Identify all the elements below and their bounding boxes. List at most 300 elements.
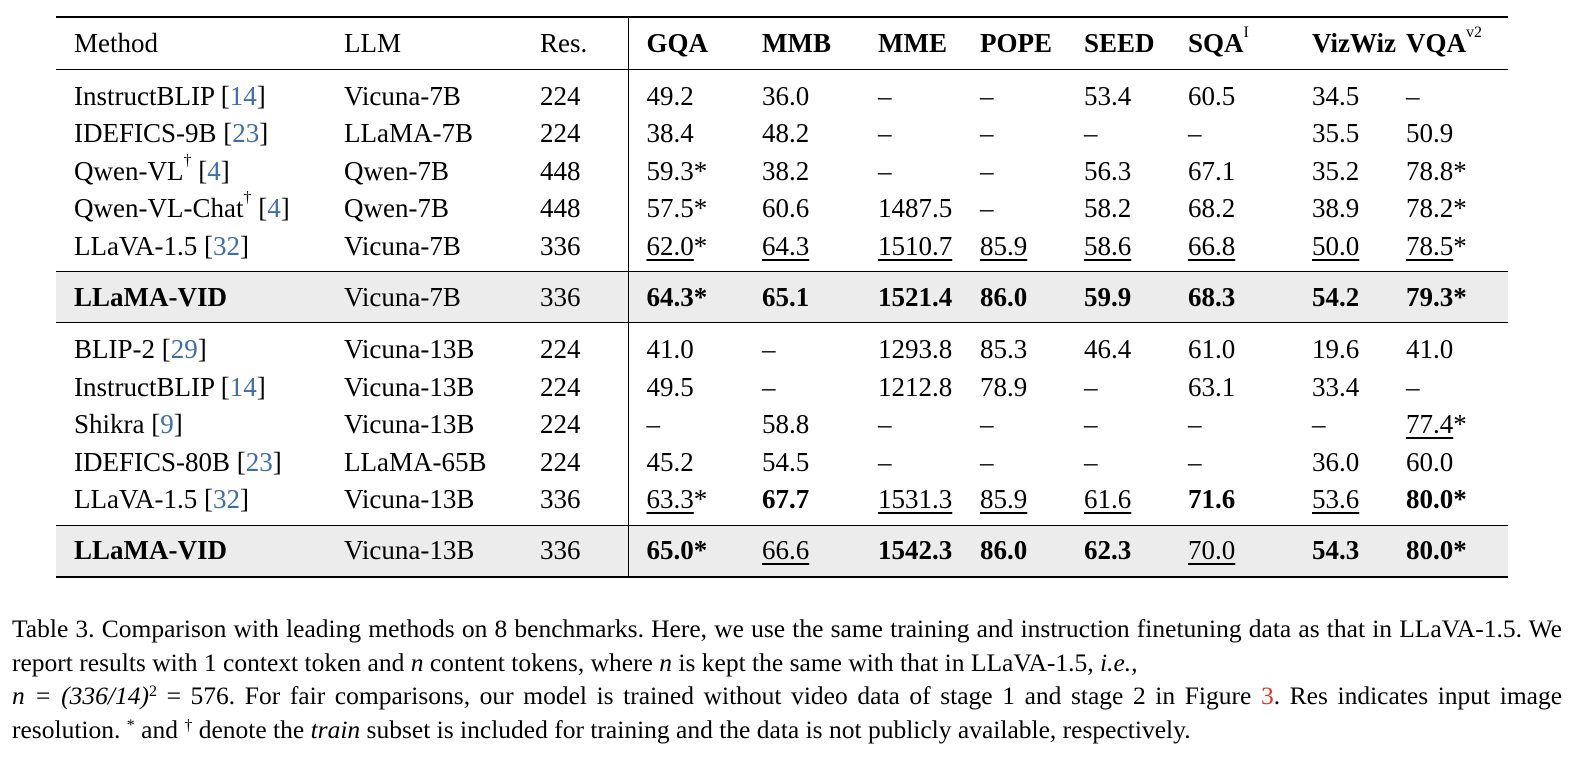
mme-cell: [860, 525, 970, 577]
vqa-cell: [1402, 228, 1508, 272]
mme-cell: [860, 190, 970, 228]
seed-cell: [1076, 444, 1178, 482]
header-mmb: MMB: [762, 27, 831, 58]
citation-link[interactable]: 14: [229, 371, 257, 402]
mme-value: 1521.4: [878, 281, 953, 312]
vqa-cell: [1402, 69, 1508, 115]
pope-cell: [970, 369, 1076, 407]
gqa-star: *: [693, 484, 708, 515]
caption-text-1: Comparison with leading methods on 8 benchmarks. Here, we use the same training and instruction finetuning data as that in LLaVA-1.5. We report results with 1 context token and: [12, 614, 1562, 677]
res-cell: 224: [534, 115, 628, 153]
sqa-value: 70.0: [1188, 535, 1236, 565]
caption-train-word: train: [310, 714, 361, 744]
pope-value: –: [980, 446, 994, 477]
vizwiz-value: –: [1312, 409, 1326, 440]
mmb-cell: [744, 406, 860, 444]
pope-value: 85.3: [980, 334, 1028, 365]
gqa-value: 45.2: [646, 446, 694, 477]
mmb-cell: [744, 153, 860, 191]
mmb-value: 36.0: [762, 80, 810, 111]
vizwiz-value: 35.5: [1312, 118, 1360, 149]
header-seed: SEED: [1084, 27, 1155, 58]
sqa-value: 67.1: [1188, 155, 1236, 186]
sqa-cell: [1178, 272, 1294, 323]
table-row: [56, 190, 1508, 228]
pope-cell: [970, 444, 1076, 482]
gqa-cell: [628, 272, 744, 323]
citation-link[interactable]: 9: [160, 409, 174, 440]
mmb-value: 66.6: [762, 535, 810, 565]
table-row: [56, 444, 1508, 482]
method-cell: [56, 272, 344, 323]
llm-cell: Vicuna-13B: [344, 371, 475, 402]
header-sqa: [1178, 17, 1294, 69]
header-vqa-sup: v2: [1466, 23, 1482, 41]
sqa-cell: [1178, 115, 1294, 153]
method-name: Shikra: [74, 409, 145, 440]
gqa-value: 49.2: [646, 80, 694, 111]
mmb-value: 48.2: [762, 118, 810, 149]
sqa-cell: [1178, 69, 1294, 115]
vizwiz-cell: [1294, 323, 1402, 369]
sqa-value: 61.0: [1188, 334, 1236, 365]
llm-cell: Vicuna-7B: [344, 272, 534, 323]
vizwiz-value: 50.0: [1312, 230, 1360, 261]
seed-cell: [1076, 481, 1178, 525]
vizwiz-value: 54.3: [1312, 535, 1360, 565]
llm-cell: Qwen-7B: [344, 155, 449, 186]
caption-text-3: is kept the same with that in LLaVA-1.5,: [678, 647, 1094, 677]
vizwiz-value: 38.9: [1312, 193, 1360, 224]
caption-figure-link[interactable]: 3: [1260, 681, 1274, 710]
caption-var-n2: n: [659, 647, 673, 677]
caption-var-n1: n: [410, 647, 424, 677]
mme-value: 1293.8: [878, 334, 953, 365]
sqa-cell: [1178, 444, 1294, 482]
vizwiz-cell: [1294, 228, 1402, 272]
method-cell: LLaVA-1.5 [32]: [74, 230, 249, 261]
vqa-cell: [1402, 323, 1508, 369]
mmb-cell: [744, 228, 860, 272]
vizwiz-value: 54.2: [1312, 281, 1360, 312]
mmb-value: 58.8: [762, 409, 810, 440]
sqa-value: 66.8: [1188, 230, 1236, 261]
res-cell: 224: [534, 323, 628, 369]
pope-cell: [970, 323, 1076, 369]
pope-cell: [970, 115, 1076, 153]
pope-cell: [970, 228, 1076, 272]
header-sqa-label: SQA: [1188, 27, 1244, 58]
seed-value: 53.4: [1084, 80, 1132, 111]
citation-link[interactable]: 32: [212, 230, 240, 261]
vizwiz-value: 53.6: [1312, 484, 1360, 515]
vizwiz-cell: [1294, 190, 1402, 228]
pope-cell: [970, 481, 1076, 525]
method-name: Qwen-VL-Chat: [74, 193, 244, 224]
pope-value: 86.0: [980, 535, 1028, 565]
vizwiz-value: 35.2: [1312, 155, 1360, 186]
mme-value: –: [878, 409, 892, 440]
vqa-value: 80.0: [1406, 535, 1454, 565]
mme-cell: [860, 444, 970, 482]
llm-cell: Vicuna-7B: [344, 80, 461, 111]
mmb-value: –: [762, 334, 776, 365]
table-row: [56, 272, 1508, 323]
vizwiz-cell: [1294, 115, 1402, 153]
vqa-star: *: [1453, 281, 1467, 312]
caption-ie: i.e.,: [1100, 647, 1138, 677]
caption-equation-end: = 576.: [166, 681, 236, 710]
method-cell: InstructBLIP [14]: [74, 371, 266, 402]
method-name: IDEFICS-80B: [74, 446, 231, 477]
citation-link[interactable]: 4: [207, 155, 221, 186]
gqa-cell: [628, 115, 744, 153]
seed-cell: [1076, 406, 1178, 444]
sqa-value: –: [1188, 409, 1202, 440]
pope-cell: [970, 153, 1076, 191]
res-cell: 224: [534, 444, 628, 482]
vqa-star: *: [1453, 535, 1467, 565]
citation-link[interactable]: 32: [212, 484, 240, 515]
seed-cell: [1076, 190, 1178, 228]
table-row: [56, 115, 1508, 153]
seed-value: 58.6: [1084, 230, 1132, 261]
gqa-star: *: [693, 155, 708, 186]
vizwiz-cell: [1294, 369, 1402, 407]
mme-value: 1212.8: [878, 371, 953, 402]
caption-text-6: and: [141, 714, 178, 744]
mme-cell: [860, 481, 970, 525]
res-cell: 224: [534, 69, 628, 115]
pope-value: 78.9: [980, 371, 1028, 402]
mme-cell: [860, 406, 970, 444]
pope-value: –: [980, 80, 994, 111]
mmb-cell: [744, 115, 860, 153]
caption-equation-sup: 2: [148, 683, 157, 700]
header-sqa-sup: I: [1243, 23, 1249, 41]
vqa-cell: [1402, 481, 1508, 525]
sqa-cell: [1178, 525, 1294, 577]
vqa-cell: [1402, 406, 1508, 444]
caption-text-7: denote the: [198, 714, 305, 744]
citation-link[interactable]: 14: [229, 80, 257, 111]
gqa-value: 63.3: [646, 484, 694, 515]
caption-star-symbol: *: [126, 716, 135, 734]
vizwiz-cell: [1294, 444, 1402, 482]
mmb-cell: [744, 369, 860, 407]
vqa-star: *: [1453, 409, 1467, 440]
pope-value: –: [980, 409, 994, 440]
citation-link[interactable]: 23: [232, 118, 260, 149]
gqa-cell: [628, 525, 744, 577]
mmb-cell: [744, 481, 860, 525]
pope-cell: [970, 190, 1076, 228]
res-cell: 224: [534, 369, 628, 407]
header-row: [56, 17, 1508, 69]
vizwiz-value: 19.6: [1312, 334, 1360, 365]
method-name: BLIP-2: [74, 334, 155, 365]
vqa-cell: [1402, 190, 1508, 228]
llm-cell: LLaMA-7B: [344, 118, 473, 149]
llm-cell: Vicuna-13B: [344, 334, 475, 365]
table-row: [56, 153, 1508, 191]
mmb-value: 67.7: [762, 484, 810, 515]
header-pope: POPE: [980, 27, 1052, 58]
table-row: [56, 369, 1508, 407]
seed-value: –: [1084, 446, 1098, 477]
method-name: Qwen-VL: [74, 155, 184, 186]
mme-value: 1531.3: [878, 484, 953, 515]
vizwiz-cell: [1294, 406, 1402, 444]
caption-text-8: subset is included for training and the data is not publicly available, respectively.: [366, 714, 1191, 744]
res-cell: 336: [534, 272, 628, 323]
method-cell: IDEFICS-80B [23]: [74, 446, 282, 477]
gqa-cell: [628, 69, 744, 115]
seed-value: 61.6: [1084, 484, 1132, 515]
vqa-value: 78.2: [1406, 193, 1454, 224]
res-cell: 224: [534, 406, 628, 444]
seed-cell: [1076, 272, 1178, 323]
vizwiz-value: 36.0: [1312, 446, 1360, 477]
vqa-value: –: [1406, 80, 1420, 111]
citation-link[interactable]: 4: [267, 193, 281, 224]
header-method: Method: [74, 27, 158, 58]
pope-value: –: [980, 118, 994, 149]
gqa-value: 41.0: [646, 334, 694, 365]
vqa-value: 77.4: [1406, 409, 1454, 440]
gqa-star: *: [693, 230, 708, 261]
caption-text-2: content tokens, where: [429, 647, 653, 677]
vqa-value: 78.5: [1406, 230, 1454, 261]
seed-value: –: [1084, 118, 1098, 149]
res-cell: 448: [534, 153, 628, 191]
method-cell: Qwen-VL-Chat† [4]: [74, 189, 290, 224]
method-name: IDEFICS-9B: [74, 118, 217, 149]
pope-value: –: [980, 155, 994, 186]
header-res: [534, 17, 628, 69]
mmb-cell: [744, 525, 860, 577]
vizwiz-cell: [1294, 481, 1402, 525]
mme-value: –: [878, 80, 892, 111]
mmb-value: 64.3: [762, 230, 810, 261]
gqa-value: 49.5: [646, 371, 694, 402]
pope-value: 85.9: [980, 230, 1028, 261]
mme-cell: [860, 272, 970, 323]
method-name: InstructBLIP: [74, 80, 214, 111]
gqa-star: *: [693, 193, 708, 224]
llm-cell: Vicuna-13B: [344, 525, 534, 577]
vqa-cell: [1402, 444, 1508, 482]
gqa-cell: [628, 153, 744, 191]
gqa-cell: [628, 444, 744, 482]
mmb-cell: [744, 190, 860, 228]
mme-cell: [860, 153, 970, 191]
vqa-star: *: [1453, 484, 1467, 515]
mmb-value: 60.6: [762, 193, 810, 224]
gqa-value: 64.3: [646, 281, 694, 312]
gqa-cell: [628, 481, 744, 525]
sqa-cell: [1178, 153, 1294, 191]
header-vqa: [1402, 17, 1508, 69]
mme-value: –: [878, 118, 892, 149]
method-name: InstructBLIP: [74, 371, 214, 402]
mmb-value: 65.1: [762, 281, 810, 312]
table-row: [56, 228, 1508, 272]
pope-value: –: [980, 193, 994, 224]
sqa-cell: [1178, 369, 1294, 407]
sqa-cell: [1178, 228, 1294, 272]
citation-link[interactable]: 23: [245, 446, 273, 477]
header-mme: MME: [878, 27, 947, 58]
method-cell: InstructBLIP [14]: [74, 80, 266, 111]
vqa-value: –: [1406, 371, 1420, 402]
method-name: LLaVA-1.5: [74, 484, 198, 515]
mmb-value: 54.5: [762, 446, 810, 477]
seed-cell: [1076, 69, 1178, 115]
vqa-star: *: [1453, 155, 1467, 186]
llm-cell: Vicuna-13B: [344, 409, 475, 440]
vqa-cell: [1402, 272, 1508, 323]
header-gqa: GQA: [646, 27, 709, 58]
results-table: [56, 16, 1508, 578]
sqa-value: 71.6: [1188, 484, 1236, 515]
gqa-cell: [628, 323, 744, 369]
mmb-cell: [744, 444, 860, 482]
seed-value: 58.2: [1084, 193, 1132, 224]
gqa-cell: [628, 369, 744, 407]
sqa-cell: [1178, 323, 1294, 369]
vizwiz-cell: [1294, 69, 1402, 115]
gqa-value: 38.4: [646, 118, 694, 149]
sqa-cell: [1178, 190, 1294, 228]
sqa-value: 60.5: [1188, 80, 1236, 111]
seed-value: 56.3: [1084, 155, 1132, 186]
vizwiz-cell: [1294, 153, 1402, 191]
mme-value: 1510.7: [878, 230, 953, 261]
vizwiz-value: 34.5: [1312, 80, 1360, 111]
seed-cell: [1076, 153, 1178, 191]
res-cell: 448: [534, 190, 628, 228]
vizwiz-cell: [1294, 272, 1402, 323]
seed-value: 62.3: [1084, 535, 1132, 565]
pope-value: 85.9: [980, 484, 1028, 515]
mme-value: –: [878, 155, 892, 186]
vqa-cell: [1402, 115, 1508, 153]
sqa-value: –: [1188, 118, 1202, 149]
pope-value: 86.0: [980, 281, 1028, 312]
mmb-value: –: [762, 371, 776, 402]
mme-value: 1542.3: [878, 535, 953, 565]
vqa-value: 50.9: [1406, 118, 1454, 149]
vizwiz-cell: [1294, 525, 1402, 577]
method-name: LLaMA-VID: [74, 535, 227, 565]
mmb-cell: [744, 272, 860, 323]
caption-equation: n = (336/14): [12, 681, 149, 710]
results-table-body: [56, 69, 1508, 577]
method-cell: Qwen-VL† [4]: [74, 151, 230, 186]
gqa-cell: [628, 406, 744, 444]
dagger-mark: †: [183, 151, 192, 169]
llm-cell: LLaMA-65B: [344, 446, 487, 477]
table-row: [56, 525, 1508, 577]
seed-cell: [1076, 369, 1178, 407]
caption-dagger-symbol: †: [184, 716, 193, 734]
res-cell: 336: [534, 525, 628, 577]
header-vizwiz: VizWiz: [1312, 27, 1396, 58]
table-row: [56, 481, 1508, 525]
vqa-cell: [1402, 525, 1508, 577]
gqa-value: 57.5: [646, 193, 694, 224]
vqa-cell: [1402, 369, 1508, 407]
sqa-cell: [1178, 481, 1294, 525]
mme-value: 1487.5: [878, 193, 953, 224]
vqa-star: *: [1453, 230, 1467, 261]
gqa-value: 65.0: [646, 535, 694, 565]
sqa-value: 63.1: [1188, 371, 1236, 402]
seed-value: 46.4: [1084, 334, 1132, 365]
vqa-star: *: [1453, 193, 1467, 224]
res-cell: 336: [534, 481, 628, 525]
llm-cell: Vicuna-13B: [344, 484, 475, 515]
caption-text-4: For fair comparisons, our model is trained without video data of stage 1 and stage 2 in Figure: [244, 681, 1252, 710]
method-cell: [56, 525, 344, 577]
pope-cell: [970, 406, 1076, 444]
results-table-container: [56, 16, 1508, 578]
method-cell: IDEFICS-9B [23]: [74, 118, 269, 149]
table-row: [56, 406, 1508, 444]
vqa-value: 41.0: [1406, 334, 1454, 365]
caption-label: Table 3.: [12, 614, 95, 643]
llm-cell: Qwen-7B: [344, 193, 449, 224]
vqa-value: 79.3: [1406, 281, 1454, 312]
mmb-cell: [744, 323, 860, 369]
sqa-value: 68.2: [1188, 193, 1236, 224]
seed-value: –: [1084, 409, 1098, 440]
caption-text-5: . Res indicates input image resolution.: [12, 681, 1563, 744]
citation-link[interactable]: 29: [170, 334, 198, 365]
seed-value: 59.9: [1084, 281, 1132, 312]
gqa-value: –: [646, 409, 660, 440]
res-cell: 336: [534, 228, 628, 272]
gqa-value: 62.0: [646, 230, 694, 261]
method-name: LLaVA-1.5: [74, 230, 198, 261]
seed-cell: [1076, 525, 1178, 577]
gqa-cell: [628, 190, 744, 228]
table-row: [56, 323, 1508, 369]
gqa-star: *: [693, 535, 708, 565]
table-caption: [12, 612, 1562, 746]
vqa-cell: [1402, 153, 1508, 191]
sqa-value: –: [1188, 446, 1202, 477]
mme-value: –: [878, 446, 892, 477]
pope-cell: [970, 525, 1076, 577]
mme-cell: [860, 369, 970, 407]
seed-cell: [1076, 228, 1178, 272]
header-vqa-label: VQA: [1406, 27, 1466, 58]
vqa-value: 78.8: [1406, 155, 1454, 186]
mmb-cell: [744, 69, 860, 115]
header-llm: LLM: [344, 27, 401, 58]
vizwiz-value: 33.4: [1312, 371, 1360, 402]
mme-cell: [860, 228, 970, 272]
mme-cell: [860, 115, 970, 153]
seed-cell: [1076, 115, 1178, 153]
method-cell: Shikra [9]: [74, 409, 183, 440]
pope-cell: [970, 69, 1076, 115]
mmb-value: 38.2: [762, 155, 810, 186]
table-row: [56, 69, 1508, 115]
gqa-value: 59.3: [646, 155, 694, 186]
